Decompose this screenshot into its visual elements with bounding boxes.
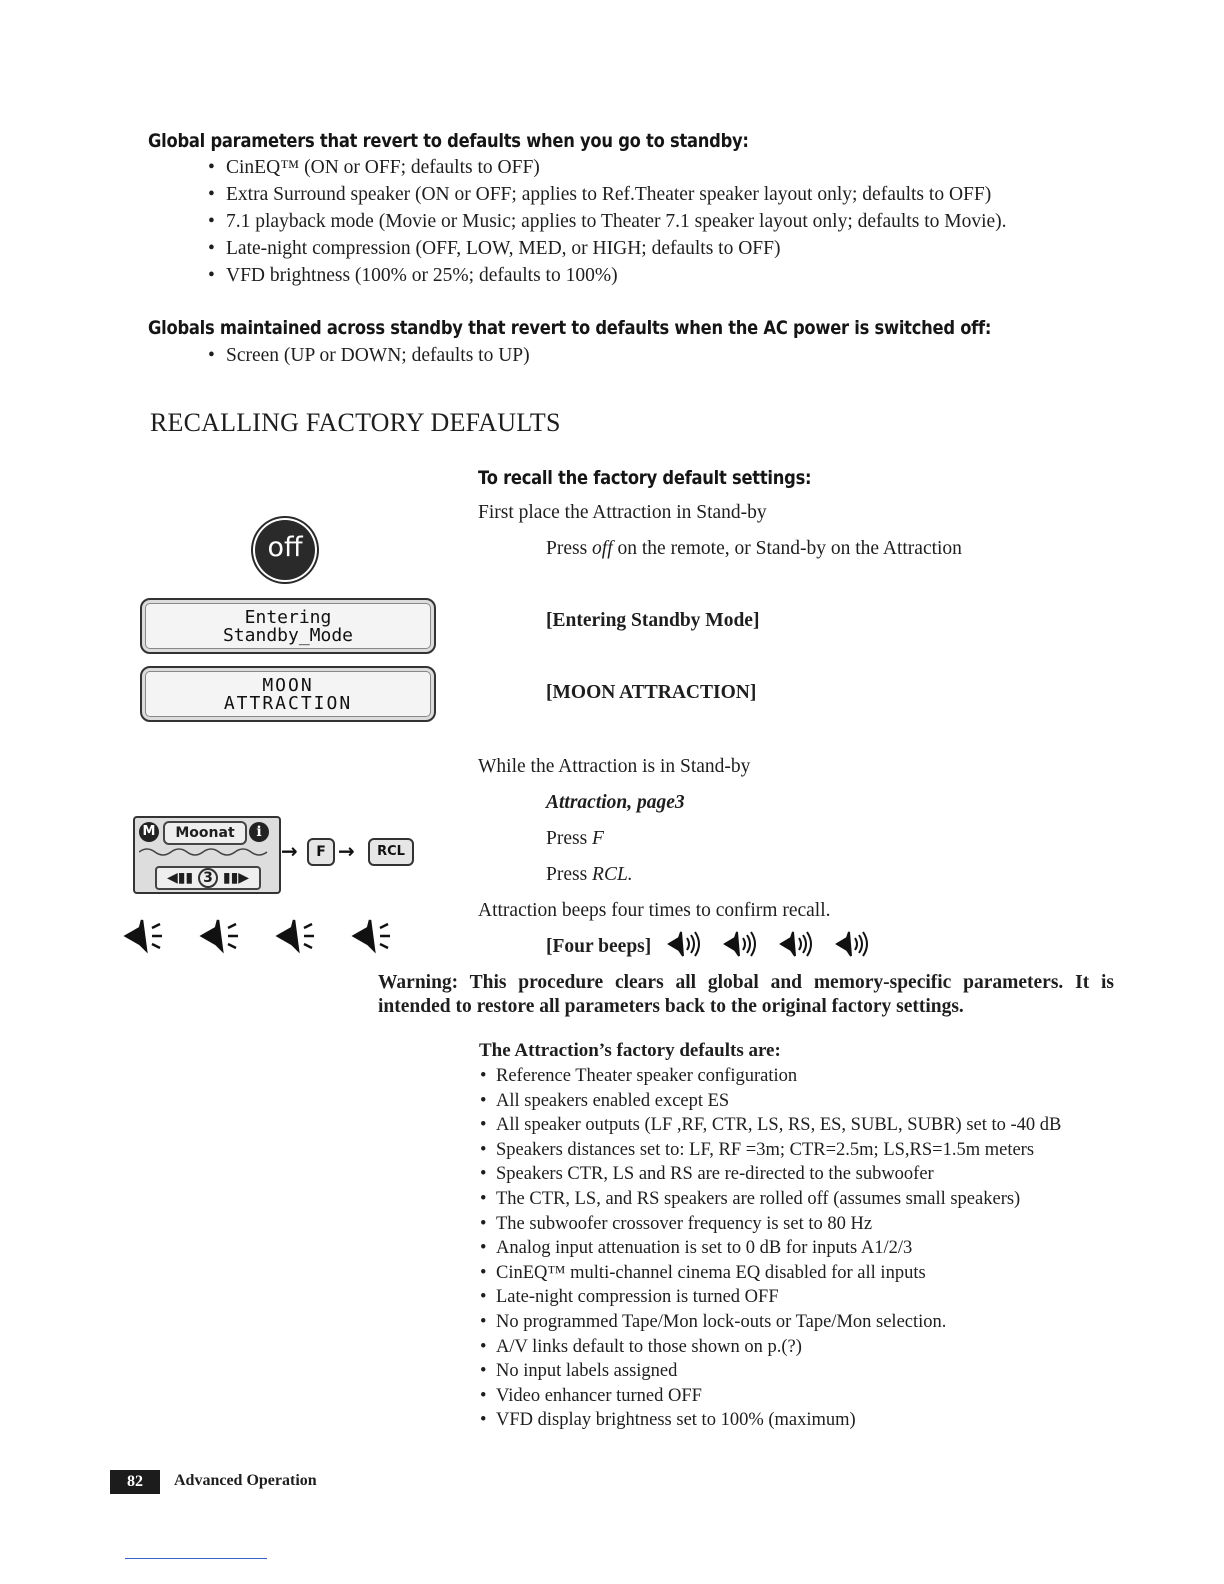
list-item: • No input labels assigned — [496, 1359, 1061, 1384]
speaker-icon — [725, 932, 755, 956]
list-item: • Speakers distances set to: LF, RF =3m; CTR=2.5m; LS,RS=1.5m meters — [496, 1138, 1061, 1163]
list-item: • VFD brightness (100% or 25%; defaults to 100%) — [226, 262, 1007, 289]
list-item: • Analog input attenuation is set to 0 dB for inputs A1/2/3 — [496, 1236, 1061, 1261]
beep-icons-large — [122, 916, 412, 956]
list-item: • CinEQ™ (ON or OFF; defaults to OFF) — [226, 154, 1007, 181]
step-press-rcl: Press RCL. — [546, 864, 633, 885]
wave-graphic — [139, 846, 273, 858]
step-while-standby: While the Attraction is in Stand-by — [478, 756, 751, 777]
remote-label: Moonat — [163, 821, 247, 845]
arrow-icon: → — [281, 839, 298, 863]
speaker-icon — [781, 932, 811, 956]
list-item: • The subwoofer crossover frequency is set to 80 Hz — [496, 1212, 1061, 1237]
beep-icons-small — [665, 928, 895, 960]
page-number-badge: 82 — [110, 1470, 160, 1494]
list-item: • The CTR, LS, and RS speakers are rolled off (assumes small speakers) — [496, 1187, 1061, 1212]
standby-list — [226, 154, 1007, 289]
display2-caption: [MOON ATTRACTION] — [546, 682, 757, 703]
lcd-line: MOON — [262, 675, 314, 696]
off-term: off — [592, 538, 613, 559]
list-item: • Video enhancer turned OFF — [496, 1384, 1061, 1409]
off-button-icon: off — [255, 520, 315, 580]
list-item: • No programmed Tape/Mon lock-outs or Tape/Mon selection. — [496, 1310, 1061, 1335]
section-title: RECALLING FACTORY DEFAULTS — [150, 408, 561, 437]
speaker-icon — [837, 932, 867, 956]
speaker-icon — [354, 920, 390, 950]
lcd-line: ATTRACTION — [223, 693, 353, 714]
list-item: • Reference Theater speaker configuration — [496, 1064, 1061, 1089]
remote-page-selector — [155, 866, 261, 890]
standby-heading: Global parameters that revert to defaults when you go to standby: — [148, 130, 749, 152]
list-item: • All speakers enabled except ES — [496, 1089, 1061, 1114]
lcd-line: Entering — [244, 607, 332, 628]
list-item: • All speaker outputs (LF ,RF, CTR, LS, RS, ES, SUBL, SUBR) set to -40 dB — [496, 1113, 1061, 1138]
beeps-text: Attraction beeps four times to confirm recall. — [478, 900, 831, 921]
left-arrow-icon: ◀▮▮ — [166, 870, 194, 886]
remote-m-icon: M — [139, 822, 159, 842]
step-standby: First place the Attraction in Stand-by — [478, 502, 767, 523]
list-item: • 7.1 playback mode (Movie or Music; applies to Theater 7.1 speaker layout only; defaults to Movie). — [226, 208, 1007, 235]
list-item: • Extra Surround speaker (ON or OFF; applies to Ref.Theater speaker layout only; defaults to OFF) — [226, 181, 1007, 208]
display1-caption: [Entering Standby Mode] — [546, 610, 760, 631]
footer-section-name: Advanced Operation — [174, 1472, 317, 1489]
speaker-icon — [669, 932, 699, 956]
speaker-icon — [126, 920, 162, 950]
list-item: • Speakers CTR, LS and RS are re-directed to the subwoofer — [496, 1162, 1061, 1187]
lcd-display-moon — [140, 666, 436, 722]
warning-text: Warning: This procedure clears all global and memory-specific parameters. It is intended to restore all parameters back to the original factory settings. — [378, 972, 1114, 1017]
list-item: • CinEQ™ multi-channel cinema EQ disabled for all inputs — [496, 1261, 1061, 1286]
right-arrow-icon: ▮▮▶ — [222, 870, 250, 886]
ac-heading: Globals maintained across standby that revert to defaults when the AC power is switched off: — [148, 317, 992, 339]
attraction-page: Attraction, page3 — [546, 792, 685, 813]
beeps-caption: [Four beeps] — [546, 936, 652, 957]
info-icon: i — [249, 822, 269, 842]
remote-screen — [133, 816, 281, 894]
list-item: • VFD display brightness set to 100% (maximum) — [496, 1408, 1061, 1433]
step-press-off: Press off on the remote, or Stand-by on the Attraction — [546, 538, 962, 559]
step-press-f: Press F — [546, 828, 604, 849]
key-rcl: RCL — [368, 838, 414, 866]
page-number: 3 — [198, 868, 218, 888]
speaker-icon — [202, 920, 238, 950]
lcd-display-standby — [140, 598, 436, 654]
list-item: • Late-night compression (OFF, LOW, MED, or HIGH; defaults to OFF) — [226, 235, 1007, 262]
recall-subheading: To recall the factory default settings: — [478, 467, 812, 489]
ac-list — [226, 342, 530, 369]
list-item: • Late-night compression is turned OFF — [496, 1285, 1061, 1310]
list-item: • Screen (UP or DOWN; defaults to UP) — [226, 342, 530, 369]
footer-rule — [125, 1558, 267, 1559]
defaults-list — [496, 1064, 1061, 1433]
speaker-icon — [278, 920, 314, 950]
arrow-icon: → — [338, 839, 355, 863]
lcd-line: Standby_Mode — [222, 625, 354, 646]
key-f: F — [307, 838, 335, 866]
list-item: • A/V links default to those shown on p.(?) — [496, 1335, 1061, 1360]
defaults-heading: The Attraction’s factory defaults are: — [479, 1040, 781, 1061]
